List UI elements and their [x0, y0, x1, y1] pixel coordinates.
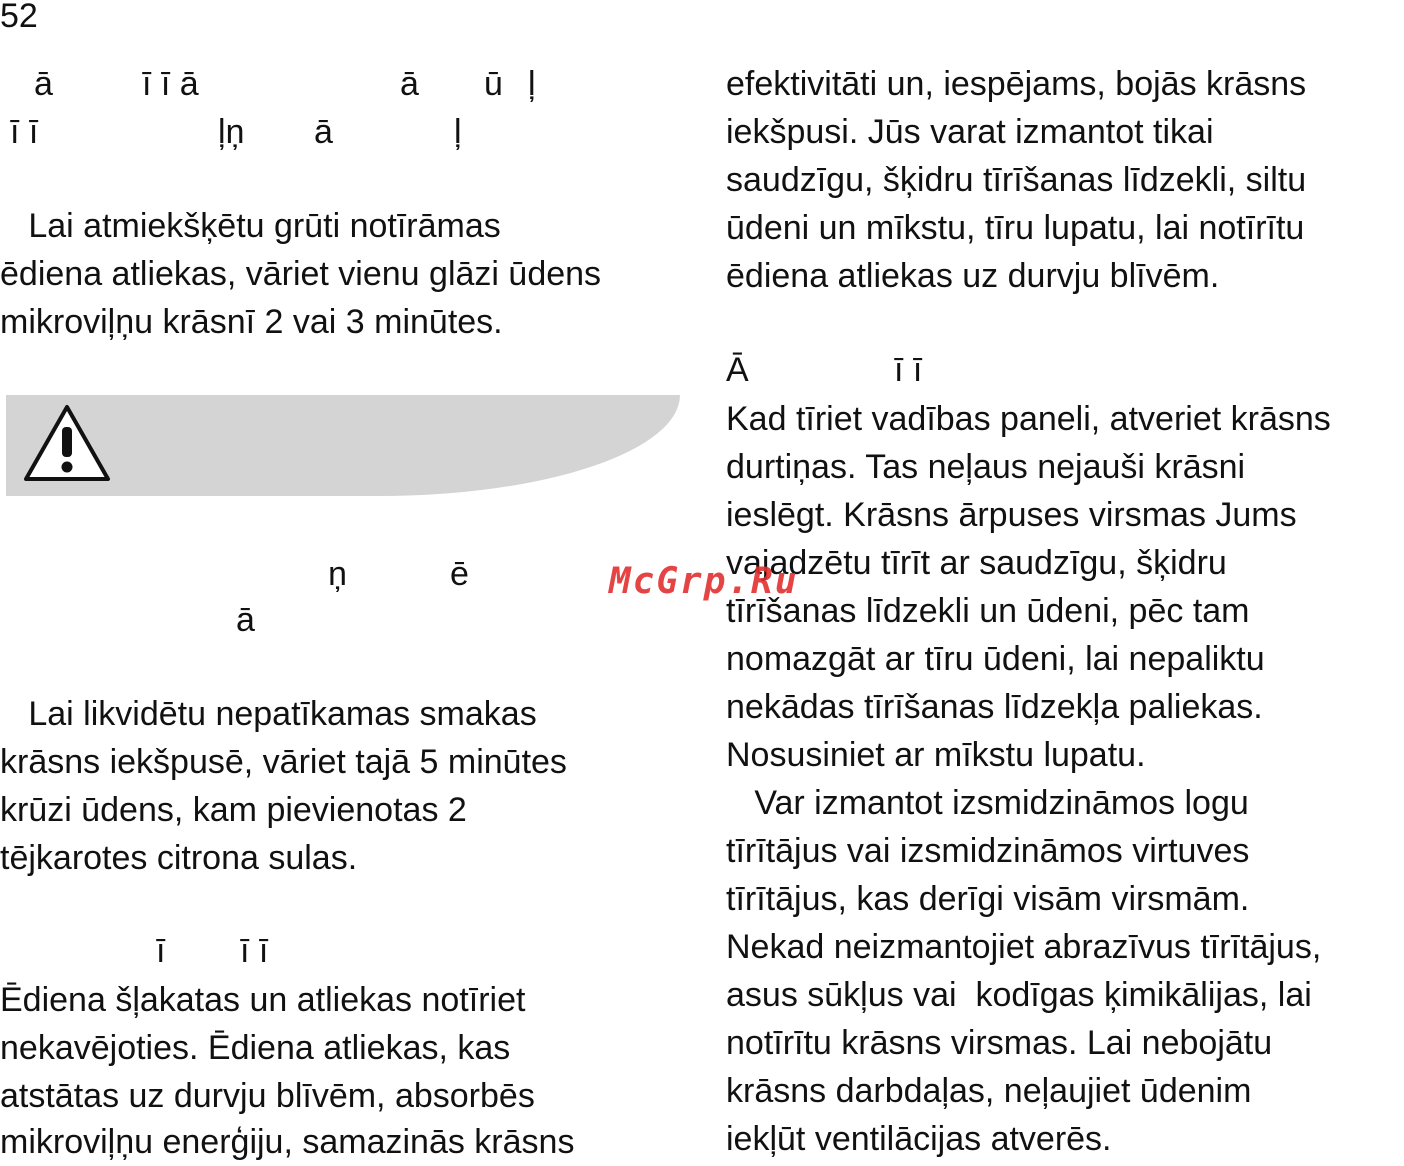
paragraph-line: tīrītājus, kas derīgi visām virsmām.	[726, 880, 1250, 918]
paragraph-line: efektivitāti un, iespējams, bojās krāsns	[726, 65, 1307, 103]
heading1-fragment: ļņ	[218, 113, 245, 151]
paragraph-line: krūzi ūdens, kam pievienotas 2	[0, 791, 467, 829]
paragraph-line: Ēdiena šļakatas un atliekas notīriet	[0, 981, 526, 1019]
paragraph-line: saudzīgu, šķidru tīrīšanas līdzekli, siltu	[726, 161, 1307, 199]
paragraph-line: durtiņas. Tas neļaus nejauši krāsni	[726, 448, 1246, 486]
paragraph-line: krāsns iekšpusē, vāriet tajā 5 minūtes	[0, 743, 567, 781]
heading1-fragment: ā	[34, 65, 53, 103]
paragraph-line: Nosusiniet ar mīkstu lupatu.	[726, 736, 1146, 774]
heading1-fragment: ī ī ā	[142, 65, 199, 103]
paragraph-line: mikroviļņu enerģiju, samazinās krāsns	[0, 1123, 575, 1161]
paragraph-line: vajadzētu tīrīt ar saudzīgu, šķidru	[726, 544, 1227, 582]
watermark: McGrp.Ru	[609, 561, 799, 602]
paragraph-line: Kad tīriet vadības paneli, atveriet krāsns	[726, 400, 1331, 438]
heading1-fragment: ū	[484, 65, 503, 103]
paragraph-line: tīrīšanas līdzekli un ūdeni, pēc tam	[726, 592, 1250, 630]
paragraph-line: ūdeni un mīkstu, tīru lupatu, lai notīrītu	[726, 209, 1305, 247]
heading3-fragment: ī	[156, 932, 166, 970]
paragraph-line: nekavējoties. Ēdiena atliekas, kas	[0, 1029, 511, 1067]
warning-triangle-icon	[22, 403, 112, 485]
heading1-fragment: ļ	[454, 113, 462, 151]
paragraph-line: notīrītu krāsns virsmas. Lai nebojātu	[726, 1024, 1273, 1062]
heading1-fragment: ļ	[528, 65, 536, 103]
heading1-fragment: ā	[314, 113, 333, 151]
heading2-fragment: ā	[236, 601, 255, 639]
paragraph-line: nomazgāt ar tīru ūdeni, lai nepaliktu	[726, 640, 1265, 678]
paragraph-line: iekļūt ventilācijas atverēs.	[726, 1120, 1112, 1158]
section-heading-fragment: Ā	[726, 351, 749, 389]
paragraph-line: Var izmantot izsmidzināmos logu	[726, 784, 1249, 822]
paragraph-line: krāsns darbdaļas, neļaujiet ūdenim	[726, 1072, 1252, 1110]
paragraph-line: ieslēgt. Krāsns ārpuses virsmas Jums	[726, 496, 1297, 534]
paragraph-line: mikroviļņu krāsnī 2 vai 3 minūtes.	[0, 303, 503, 341]
paragraph-line: Nekad neizmantojiet abrazīvus tīrītājus,	[726, 928, 1322, 966]
paragraph-line: ēdiena atliekas, vāriet vienu glāzi ūdens	[0, 255, 602, 293]
heading1-fragment: ā	[400, 65, 419, 103]
paragraph-line: atstātas uz durvju blīvēm, absorbēs	[0, 1077, 535, 1115]
heading2-fragment: ē	[450, 555, 469, 593]
paragraph-line: tējkarotes citrona sulas.	[0, 839, 358, 877]
warning-box	[6, 395, 680, 496]
paragraph-line: iekšpusi. Jūs varat izmantot tikai	[726, 113, 1214, 151]
paragraph-line: Lai atmiekšķētu grūti notīrāmas	[0, 207, 501, 245]
heading2-fragment: ņ	[328, 555, 347, 593]
section-heading-fragment: ī ī	[894, 351, 923, 389]
paragraph-line: tīrītājus vai izsmidzināmos virtuves	[726, 832, 1250, 870]
page-number: 52	[0, 0, 38, 35]
paragraph-line: nekādas tīrīšanas līdzekļa paliekas.	[726, 688, 1263, 726]
paragraph-line: Lai likvidētu nepatīkamas smakas	[0, 695, 537, 733]
heading3-fragment: ī ī	[240, 932, 269, 970]
heading1-fragment: ī ī	[10, 113, 39, 151]
paragraph-line: asus sūkļus vai kodīgas ķimikālijas, lai	[726, 976, 1312, 1014]
paragraph-line: ēdiena atliekas uz durvju blīvēm.	[726, 257, 1220, 295]
